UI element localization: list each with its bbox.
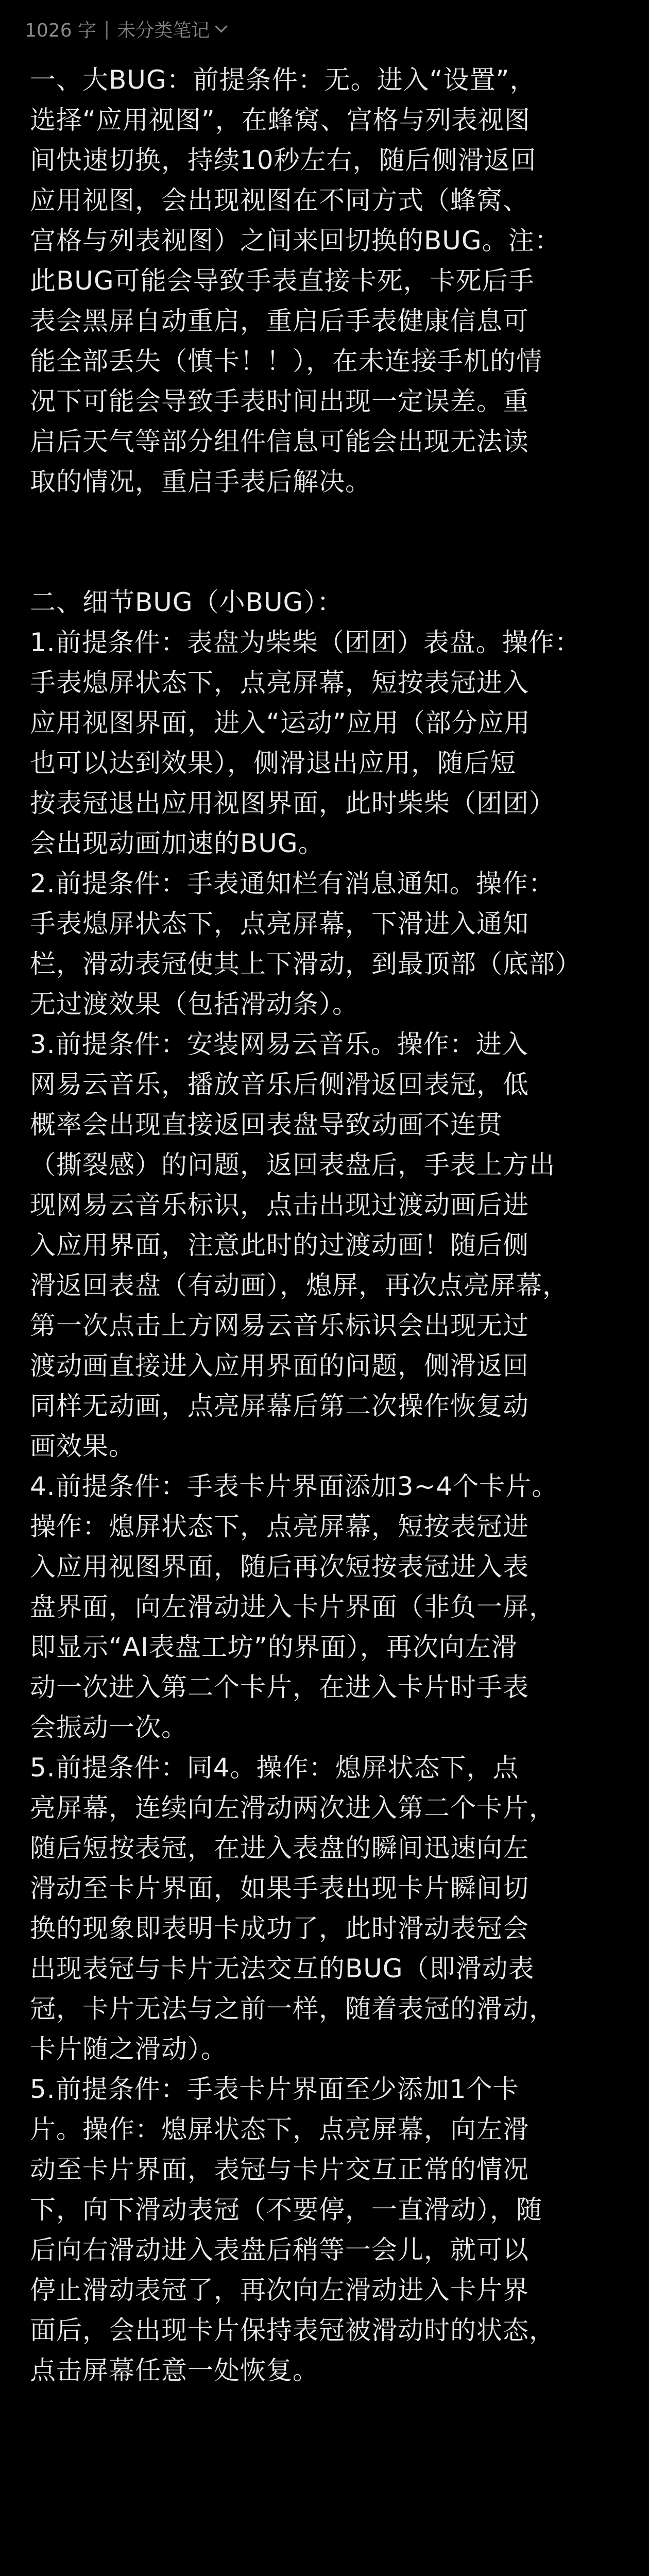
- note-line: 网易云音乐，播放音乐后侧滑返回表冠，低: [30, 1070, 529, 1099]
- meta-separator: |: [104, 18, 110, 40]
- note-line: 也可以达到效果），侧滑退出应用，随后短: [30, 748, 516, 778]
- note-line: 取的情况，重启手表后解决。: [30, 467, 371, 497]
- note-line: 表会黑屏自动重启，重启后手表健康信息可: [30, 306, 529, 336]
- note-body[interactable]: [30, 60, 622, 2391]
- note-line: 能全部丢失（慎卡！！），在未连接手机的情: [30, 346, 542, 376]
- note-line: 操作：熄屏状态下，点亮屏幕，短按表冠进: [30, 1512, 529, 1541]
- note-line: 栏，滑动表冠使其上下滑动，到最顶部（底部）: [30, 949, 582, 979]
- note-line: 应用视图，会出现视图在不同方式（蜂窝、: [30, 185, 529, 215]
- note-line: 入应用视图界面，随后再次短按表冠进入表: [30, 1552, 529, 1582]
- note-line: 动一次进入第二个卡片，在进入卡片时手表: [30, 1672, 529, 1702]
- note-line: 动至卡片界面，表冠与卡片交互正常的情况: [30, 2155, 529, 2184]
- note-line: 即显示“AI表盘工坊”的界面），再次向左滑: [30, 1632, 518, 1662]
- note-line: 无过渡效果（包括滑动条）。: [30, 989, 358, 1019]
- note-line: 随后短按表冠，在进入表盘的瞬间迅速向左: [30, 1833, 529, 1863]
- note-line: 后向右滑动进入表盘后稍等一会儿，就可以: [30, 2235, 529, 2265]
- note-line: 现网易云音乐标识，点击出现过渡动画后进: [30, 1190, 529, 1220]
- note-line: 一、大BUG：前提条件：无。进入“设置”，: [30, 65, 536, 95]
- note-line: 3.前提条件：安装网易云音乐。操作：进入: [30, 1029, 528, 1059]
- note-line: 停止滑动表冠了，再次向左滑动进入卡片界: [30, 2275, 529, 2305]
- note-line: 滑动至卡片界面，如果手表出现卡片瞬间切: [30, 1873, 529, 1903]
- note-line: 4.前提条件：手表卡片界面添加3~4个卡片。: [30, 1471, 558, 1501]
- note-line: 卡片随之滑动）。: [30, 2034, 227, 2064]
- note-line: 概率会出现直接返回表盘导致动画不连贯: [30, 1110, 503, 1140]
- note-line: 会出现动画加速的BUG。: [30, 828, 324, 858]
- note-line: 亮屏幕，连续向左滑动两次进入第二个卡片，: [30, 1793, 555, 1823]
- note-line: 会振动一次。: [30, 1713, 187, 1742]
- note-line: [30, 542, 622, 582]
- note-line: 5.前提条件：手表卡片界面至少添加1个卡: [30, 2074, 519, 2104]
- note-line: 2.前提条件：手表通知栏有消息通知。操作：: [30, 869, 555, 899]
- word-count: 1026 字: [25, 20, 97, 41]
- category-selector[interactable]: [117, 16, 226, 42]
- note-line: 面后，会出现卡片保持表冠被滑动时的状态，: [30, 2315, 555, 2345]
- note-line: 此BUG可能会导致手表直接卡死，卡死后手: [30, 266, 535, 296]
- note-line: 1.前提条件：表盘为柴柴（团团）表盘。操作：: [30, 628, 581, 657]
- note-line: 应用视图界面，进入“运动”应用（部分应用: [30, 708, 531, 738]
- note-line: 滑返回表盘（有动画），熄屏，再次点亮屏幕，: [30, 1270, 569, 1300]
- note-line: 第一次点击上方网易云音乐标识会出现无过: [30, 1311, 529, 1341]
- note-line: [30, 502, 622, 542]
- note-line: 画效果。: [30, 1431, 135, 1461]
- note-line: 宫格与列表视图）之间来回切换的BUG。注：: [30, 226, 561, 256]
- note-line: 启后天气等部分组件信息可能会出现无法读: [30, 427, 529, 456]
- note-meta-bar: [25, 13, 226, 44]
- chevron-down-icon: [215, 20, 228, 32]
- note-line: （撕裂感）的问题，返回表盘后，手表上方出: [30, 1150, 555, 1180]
- note-line: 况下可能会导致手表时间出现一定误差。重: [30, 386, 529, 416]
- note-line: 5.前提条件：同4。操作：熄屏状态下，点: [30, 1753, 519, 1783]
- note-line: 二、细节BUG（小BUG）：: [30, 587, 344, 617]
- note-line: 出现表冠与卡片无法交互的BUG（即滑动表: [30, 1954, 535, 1984]
- note-line: 手表熄屏状态下，点亮屏幕，下滑进入通知: [30, 909, 529, 939]
- category-label: 未分类笔记: [117, 20, 210, 41]
- note-line: 片。操作：熄屏状态下，点亮屏幕，向左滑: [30, 2114, 529, 2144]
- note-line: 选择“应用视图”，在蜂窝、宫格与列表视图: [30, 105, 531, 135]
- note-line: 按表冠退出应用视图界面，此时柴柴（团团）: [30, 788, 555, 818]
- note-line: 渡动画直接进入应用界面的问题，侧滑返回: [30, 1351, 529, 1381]
- note-line: 同样无动画，点亮屏幕后第二次操作恢复动: [30, 1391, 529, 1421]
- note-line: 盘界面，向左滑动进入卡片界面（非负一屏，: [30, 1592, 555, 1622]
- note-line: 换的现象即表明卡成功了，此时滑动表冠会: [30, 1913, 529, 1943]
- note-line: 手表熄屏状态下，点亮屏幕，短按表冠进入: [30, 668, 529, 698]
- note-line: 冠，卡片无法与之前一样，随着表冠的滑动，: [30, 1994, 555, 2024]
- note-line: 点击屏幕任意一处恢复。: [30, 2355, 319, 2385]
- note-line: 下，向下滑动表冠（不要停，一直滑动），随: [30, 2195, 542, 2225]
- note-line: 入应用界面，注意此时的过渡动画！随后侧: [30, 1230, 529, 1260]
- note-line: 间快速切换，持续10秒左右，随后侧滑返回: [30, 145, 537, 175]
